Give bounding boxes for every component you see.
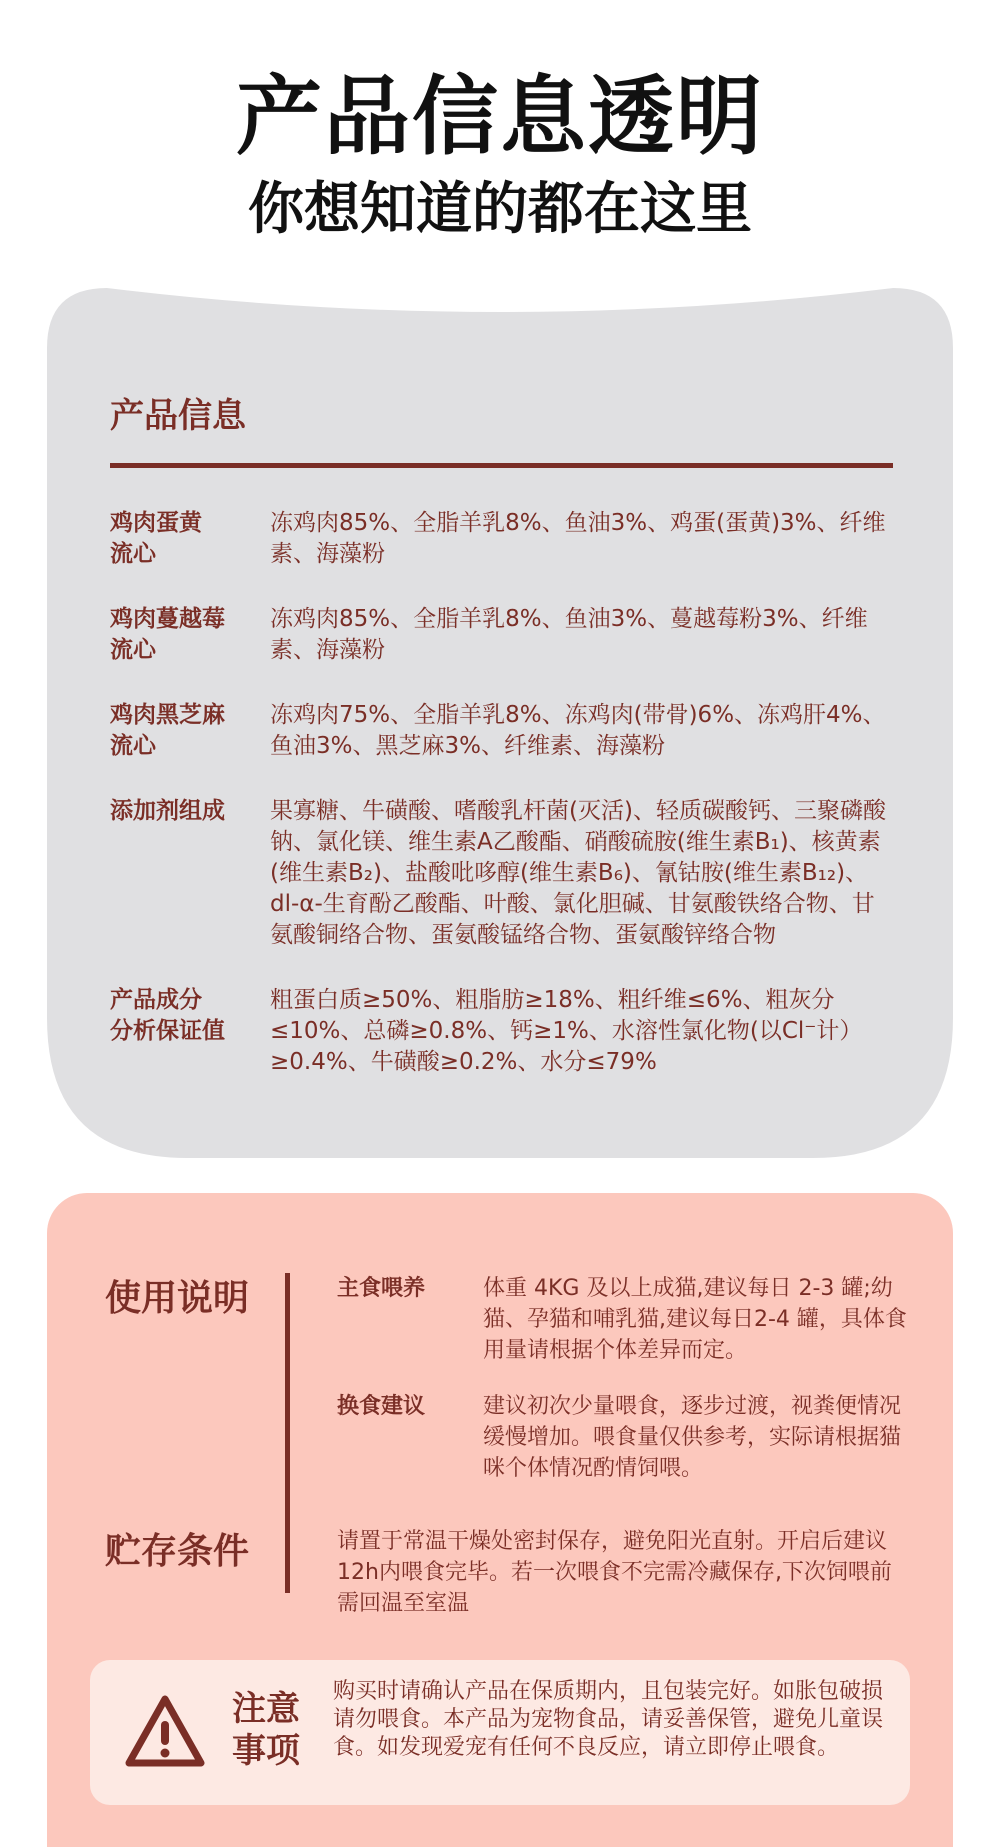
usage-item-text: 体重 4KG 及以上成猫,建议每日 2-3 罐;幼猫、孕猫和哺乳猫,建议每日2-4 罐，具体食用量请根据个体差异而定。 bbox=[483, 1276, 907, 1363]
info-row-text: 粗蛋白质≥50%、粗脂肪≥18%、粗纤维≤6%、粗灰分≤10%、总磷≥0.8%、钙≥1%、水溶性氯化物(以Cl⁻计）≥0.4%、牛磺酸≥0.2%、水分≤79% bbox=[270, 987, 863, 1075]
info-row bbox=[110, 796, 893, 951]
warning-icon bbox=[124, 1693, 206, 1769]
info-row-label: 鸡肉蔓越莓 流心 bbox=[110, 606, 225, 663]
product-info-heading: 产品信息 bbox=[110, 396, 246, 436]
info-row-text: 冻鸡肉75%、全脂羊乳8%、冻鸡肉(带骨)6%、冻鸡肝4%、鱼油3%、黑芝麻3%、纤维素、海藻粉 bbox=[270, 702, 886, 759]
page-title: 产品信息透明 bbox=[236, 67, 764, 167]
storage-conditions-title: 贮存条件 bbox=[105, 1531, 250, 1572]
info-row bbox=[110, 508, 893, 570]
notice-box bbox=[90, 1660, 910, 1805]
info-row-text: 冻鸡肉85%、全脂羊乳8%、鱼油3%、鸡蛋(蛋黄)3%、纤维素、海藻粉 bbox=[270, 510, 886, 567]
usage-item-text: 建议初次少量喂食，逐步过渡，视粪便情况缓慢增加。喂食量仅供参考，实际请根据猫咪个体情况酌情饲喂。 bbox=[483, 1394, 902, 1481]
info-row-text: 果寡糖、牛磺酸、嗜酸乳杆菌(灭活)、轻质碳酸钙、三聚磷酸钠、氯化镁、维生素A乙酸酯、硝酸硫胺(维生素B₁)、核黄素(维生素B₂)、盐酸吡哆醇(维生素B₆)、氰钴胺(维生素B₁₂)、dl-α-生育酚乙酸酯、叶酸、氯化胆碱、甘氨酸铁络合物、甘氨酸铜络合物、蛋氨酸锰络合物、蛋氨酸锌络合物 bbox=[270, 798, 886, 948]
storage-text: 请置于常温干燥处密封保存，避免阳光直射。开启后建议12h内喂食完毕。若一次喂食不完需冷藏保存,下次饲喂前需回温至室温 bbox=[337, 1529, 892, 1616]
usage-item-label: 换食建议 bbox=[337, 1394, 426, 1419]
usage-instructions-title: 使用说明 bbox=[105, 1278, 250, 1319]
page-subtitle: 你想知道的都在这里 bbox=[248, 176, 752, 242]
heading-divider bbox=[110, 463, 893, 468]
usage-card bbox=[47, 1193, 953, 1847]
info-row-label: 产品成分 分析保证值 bbox=[110, 987, 225, 1044]
product-info-content bbox=[110, 388, 893, 1112]
info-row-label: 鸡肉黑芝麻 流心 bbox=[110, 702, 225, 759]
info-row bbox=[110, 985, 893, 1078]
section-divider-vertical bbox=[285, 1273, 290, 1593]
usage-item-food-switch bbox=[337, 1391, 907, 1484]
info-row bbox=[110, 700, 893, 762]
product-info-rows bbox=[110, 508, 893, 1078]
hero-header bbox=[0, 67, 1000, 242]
usage-item-main-feeding bbox=[337, 1273, 907, 1366]
info-row bbox=[110, 604, 893, 666]
info-row-label: 鸡肉蛋黄 流心 bbox=[110, 510, 202, 567]
notice-title: 注意 事项 bbox=[232, 1689, 300, 1771]
notice-text: 购买时请确认产品在保质期内，且包装完好。如胀包破损请勿喂食。本产品为宠物食品，请妥善保管，避免儿童误食。如发现爱宠有任何不良反应，请立即停止喂食。 bbox=[333, 1679, 884, 1760]
info-row-label: 添加剂组成 bbox=[110, 798, 225, 824]
product-info-card bbox=[47, 288, 953, 1158]
usage-item-label: 主食喂养 bbox=[337, 1276, 426, 1301]
info-row-text: 冻鸡肉85%、全脂羊乳8%、鱼油3%、蔓越莓粉3%、纤维素、海藻粉 bbox=[270, 606, 868, 663]
